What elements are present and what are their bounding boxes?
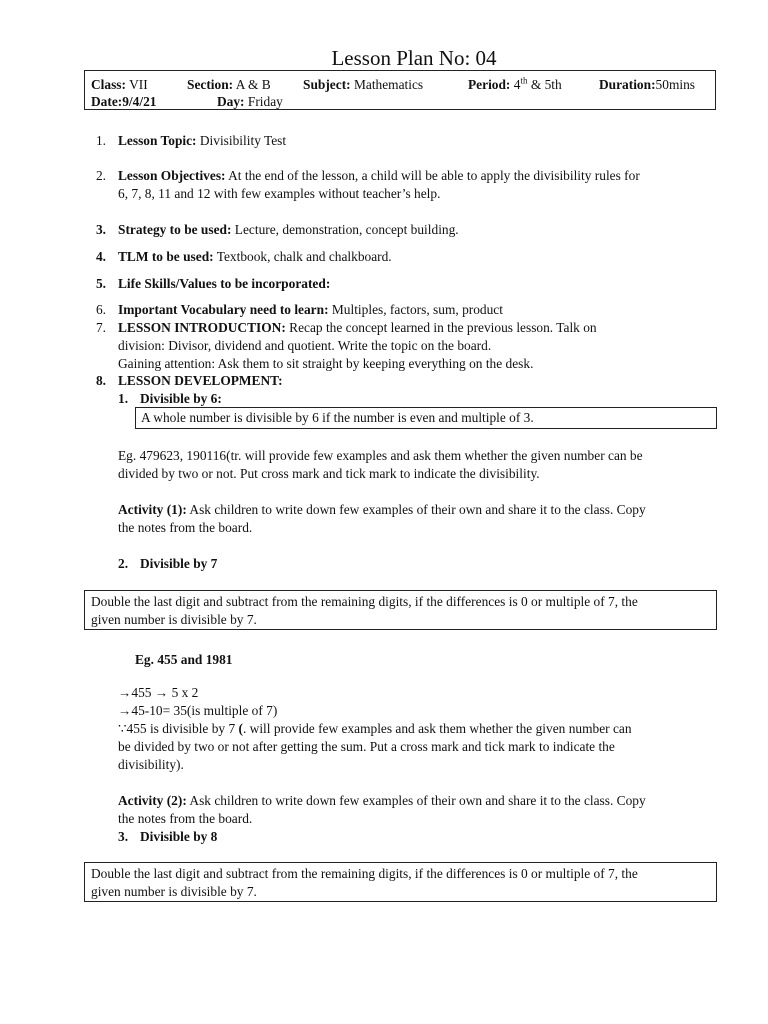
item-number: 5. (95, 276, 106, 291)
rule-7-text-1: Double the last digit and subtract from the remaining digits, if the differences is 0 or multiple of 7, the (91, 594, 638, 609)
section-value: A & B (235, 77, 271, 92)
activity-1-label: Activity (1): (118, 502, 187, 517)
lesson-topic-text: Divisibility Test (199, 133, 287, 148)
example-7-step-1: →455 → 5 x 2 (118, 685, 199, 700)
subject-label: Subject: (303, 77, 351, 92)
example-7-step-3a: ∵455 is divisible by 7 (118, 721, 239, 736)
subsection-number: 3. (118, 829, 129, 844)
class-field (91, 76, 148, 93)
lesson-development (118, 372, 283, 390)
item-number: 2. (95, 168, 106, 183)
item-number: 6. (95, 302, 106, 317)
life-skills-label: Life Skills/Values to be incorporated: (118, 276, 331, 291)
duration-value: 50mins (655, 77, 695, 92)
period-sup: th (520, 75, 528, 86)
tlm-text: Textbook, chalk and chalkboard. (216, 249, 392, 264)
strategy-label: Strategy to be used: (118, 222, 232, 237)
lesson-introduction-text-3: Gaining attention: Ask them to sit straight by keeping everything on the desk. (118, 356, 534, 371)
activity-1-text: Ask children to write down few examples of their own and share it to the class. Copy (189, 502, 646, 517)
example-6-line-2: divided by two or not. Put cross mark and tick mark to indicate the divisibility. (118, 466, 540, 481)
rule-8-text-2: given number is divisible by 7. (91, 884, 257, 899)
lesson-objectives-text: At the end of the lesson, a child will be able to apply the divisibility rules for (228, 168, 640, 183)
activity-2-label: Activity (2): (118, 793, 187, 808)
rule-8-text-1: Double the last digit and subtract from the remaining digits, if the differences is 0 or multiple of 7, the (91, 866, 638, 881)
day-field (217, 93, 283, 110)
item-number: 4. (95, 249, 106, 264)
strategy (118, 221, 459, 239)
divisible-by-7-title: Divisible by 7 (140, 556, 218, 571)
item-number: 1. (95, 133, 106, 148)
subsection-number: 1. (118, 391, 129, 406)
period-label: Period: (468, 77, 511, 92)
item-number: 7. (95, 320, 106, 335)
lesson-introduction-label: LESSON INTRODUCTION: (118, 320, 286, 335)
tlm (118, 248, 392, 266)
rule-7-text-2: given number is divisible by 7. (91, 612, 257, 627)
subject-field (303, 76, 423, 93)
rule-box-7 (84, 590, 717, 630)
activity-2 (118, 792, 646, 810)
example-7-title: Eg. 455 and 1981 (135, 652, 233, 667)
example-7-step-3c: . will provide few examples and ask them whether the given number can (242, 721, 632, 736)
date-field (91, 93, 156, 110)
lesson-introduction-text-2: division: Divisor, dividend and quotient. Write the topic on the board. (118, 338, 492, 353)
vocabulary-text: Multiples, factors, sum, product (331, 302, 503, 317)
lesson-introduction (118, 319, 597, 337)
lesson-topic-label: Lesson Topic: (118, 133, 197, 148)
lesson-introduction-text: Recap the concept learned in the previous lesson. Talk on (289, 320, 597, 335)
class-label: Class: (91, 77, 126, 92)
activity-1-text-2: the notes from the board. (118, 520, 253, 535)
section-label: Section: (187, 77, 234, 92)
vocabulary (118, 301, 503, 319)
lesson-development-label: LESSON DEVELOPMENT: (118, 373, 283, 388)
lesson-topic (118, 132, 286, 150)
day-label: Day: (217, 94, 245, 109)
activity-2-text: Ask children to write down few examples of their own and share it to the class. Copy (189, 793, 646, 808)
rule-6-text: A whole number is divisible by 6 if the number is even and multiple of 3. (141, 410, 534, 425)
page-title: Lesson Plan No: 04 (331, 46, 497, 70)
item-number: 3. (95, 222, 106, 237)
example-7-step-3 (118, 720, 632, 738)
life-skills (118, 275, 330, 293)
lesson-objectives-text-2: 6, 7, 8, 11 and 12 with few examples without teacher’s help. (118, 186, 441, 201)
period-value: 4 (513, 77, 521, 92)
date-label: Date: (91, 94, 123, 109)
vocabulary-label: Important Vocabulary need to learn: (118, 302, 329, 317)
date-value: 9/4/21 (122, 94, 157, 109)
duration-field (599, 76, 695, 93)
day-value: Friday (247, 94, 283, 109)
activity-1 (118, 501, 646, 519)
duration-label: Duration: (599, 77, 656, 92)
example-7-step-5: divisibility). (118, 757, 184, 772)
rule-box-8 (84, 862, 717, 902)
strategy-text: Lecture, demonstration, concept building. (234, 222, 459, 237)
subsection-number: 2. (118, 556, 129, 571)
example-7-step-4: be divided by two or not after getting the sum. Put a cross mark and tick mark to indicate the (118, 739, 615, 754)
item-number: 8. (95, 373, 106, 388)
activity-2-text-2: the notes from the board. (118, 811, 253, 826)
divisible-by-6-title: Divisible by 6: (140, 391, 222, 406)
example-7-step-3b: ( (238, 721, 243, 736)
section-field (187, 76, 271, 93)
period-field (468, 76, 562, 93)
subject-value: Mathematics (353, 77, 424, 92)
lesson-objectives (118, 167, 640, 185)
rule-box-6 (135, 407, 717, 429)
lesson-objectives-label: Lesson Objectives: (118, 168, 226, 183)
period-value-b: & 5th (530, 77, 562, 92)
divisible-by-8-title: Divisible by 8 (140, 829, 218, 844)
example-6-line-1: Eg. 479623, 190116(tr. will provide few examples and ask them whether the given number can be (118, 448, 643, 463)
example-7-step-2: →45-10= 35(is multiple of 7) (118, 703, 278, 718)
tlm-label: TLM to be used: (118, 249, 214, 264)
header-box (84, 70, 716, 110)
class-value: VII (129, 77, 148, 92)
